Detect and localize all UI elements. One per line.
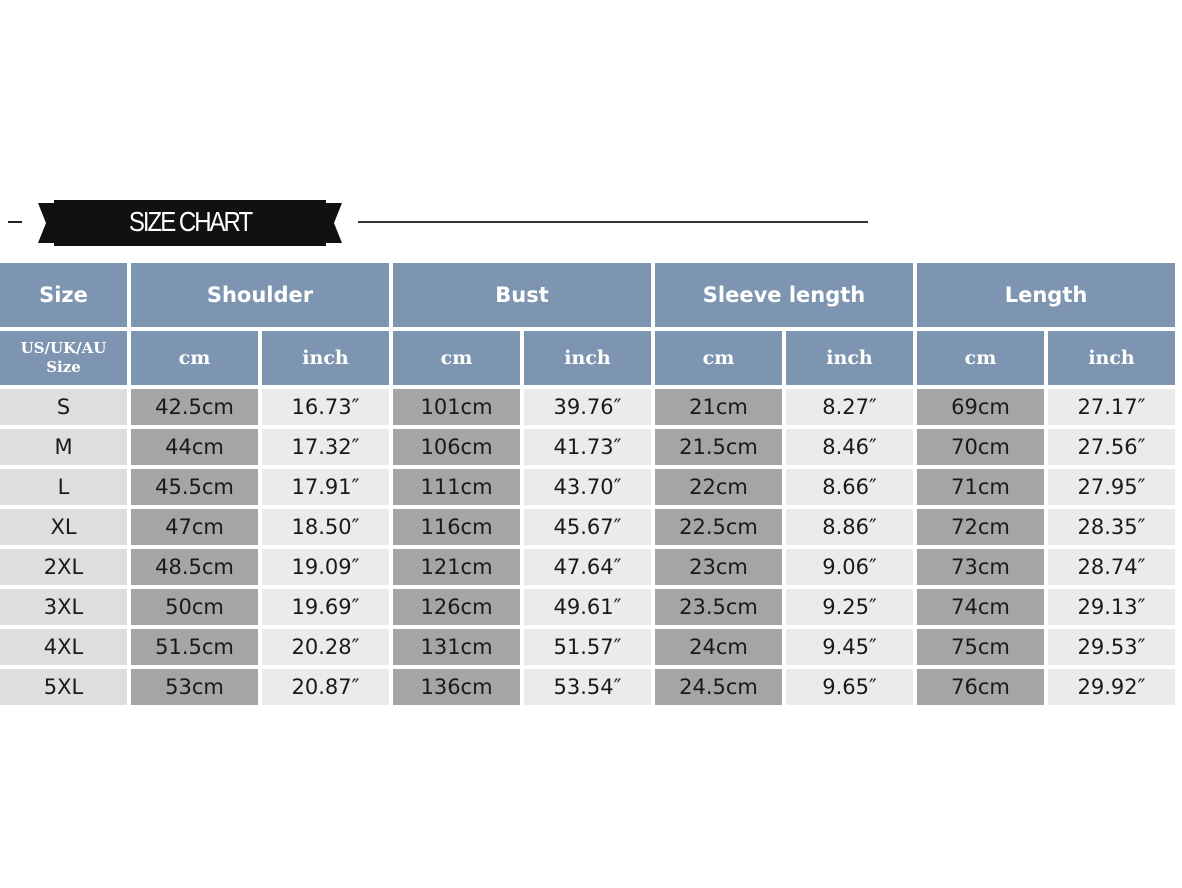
header-size-region — [0, 331, 127, 385]
cell-size: 5XL — [0, 669, 127, 705]
unit-cm: cm — [655, 331, 782, 385]
cell-length-inch: 29.53″ — [1048, 629, 1175, 665]
header-sleeve-length: Sleeve length — [655, 263, 913, 327]
cell-size: S — [0, 389, 127, 425]
cell-length-inch: 29.92″ — [1048, 669, 1175, 705]
unit-cm: cm — [917, 331, 1044, 385]
cell-bust-cm: 136cm — [393, 669, 520, 705]
banner-left-dash — [8, 221, 22, 223]
cell-size: XL — [0, 509, 127, 545]
cell-size: L — [0, 469, 127, 505]
table-row — [0, 429, 1175, 465]
cell-length-cm: 73cm — [917, 549, 1044, 585]
cell-length-cm: 72cm — [917, 509, 1044, 545]
cell-sleeve-cm: 23.5cm — [655, 589, 782, 625]
banner-ribbon — [38, 200, 342, 246]
cell-bust-inch: 51.57″ — [524, 629, 651, 665]
cell-sleeve-inch: 9.65″ — [786, 669, 913, 705]
banner-title: SIZE CHART — [128, 206, 252, 238]
header-bust: Bust — [393, 263, 651, 327]
unit-cm: cm — [393, 331, 520, 385]
cell-shoulder-inch: 19.09″ — [262, 549, 389, 585]
cell-sleeve-cm: 24cm — [655, 629, 782, 665]
cell-bust-inch: 43.70″ — [524, 469, 651, 505]
cell-length-inch: 28.74″ — [1048, 549, 1175, 585]
unit-cm: cm — [131, 331, 258, 385]
cell-length-inch: 27.56″ — [1048, 429, 1175, 465]
table-row — [0, 589, 1175, 625]
header-length: Length — [917, 263, 1175, 327]
cell-sleeve-inch: 8.66″ — [786, 469, 913, 505]
cell-shoulder-inch: 20.87″ — [262, 669, 389, 705]
size-region-label: US/UK/AU — [20, 339, 107, 357]
cell-sleeve-cm: 22cm — [655, 469, 782, 505]
cell-sleeve-inch: 8.27″ — [786, 389, 913, 425]
cell-shoulder-cm: 44cm — [131, 429, 258, 465]
cell-sleeve-inch: 9.45″ — [786, 629, 913, 665]
cell-bust-inch: 41.73″ — [524, 429, 651, 465]
cell-length-inch: 28.35″ — [1048, 509, 1175, 545]
cell-bust-cm: 111cm — [393, 469, 520, 505]
cell-shoulder-cm: 45.5cm — [131, 469, 258, 505]
cell-length-cm: 69cm — [917, 389, 1044, 425]
cell-shoulder-inch: 17.32″ — [262, 429, 389, 465]
cell-sleeve-cm: 21cm — [655, 389, 782, 425]
unit-inch: inch — [1048, 331, 1175, 385]
cell-shoulder-cm: 42.5cm — [131, 389, 258, 425]
unit-inch: inch — [262, 331, 389, 385]
cell-sleeve-inch: 8.46″ — [786, 429, 913, 465]
cell-bust-inch: 47.64″ — [524, 549, 651, 585]
cell-shoulder-cm: 51.5cm — [131, 629, 258, 665]
cell-length-cm: 70cm — [917, 429, 1044, 465]
cell-sleeve-cm: 24.5cm — [655, 669, 782, 705]
size-table — [0, 259, 1179, 709]
size-chart-banner — [0, 190, 1182, 254]
cell-shoulder-cm: 47cm — [131, 509, 258, 545]
cell-length-inch: 27.95″ — [1048, 469, 1175, 505]
cell-bust-inch: 53.54″ — [524, 669, 651, 705]
cell-size: 3XL — [0, 589, 127, 625]
cell-size: 2XL — [0, 549, 127, 585]
cell-shoulder-cm: 50cm — [131, 589, 258, 625]
cell-bust-cm: 121cm — [393, 549, 520, 585]
table-row — [0, 389, 1175, 425]
cell-length-cm: 76cm — [917, 669, 1044, 705]
cell-shoulder-inch: 19.69″ — [262, 589, 389, 625]
cell-length-cm: 74cm — [917, 589, 1044, 625]
cell-sleeve-inch: 9.25″ — [786, 589, 913, 625]
banner-divider-line — [358, 221, 868, 223]
table-row — [0, 669, 1175, 705]
table-row — [0, 629, 1175, 665]
cell-bust-cm: 106cm — [393, 429, 520, 465]
cell-shoulder-cm: 53cm — [131, 669, 258, 705]
cell-sleeve-inch: 9.06″ — [786, 549, 913, 585]
header-shoulder: Shoulder — [131, 263, 389, 327]
group-header-row — [0, 263, 1175, 327]
unit-inch: inch — [786, 331, 913, 385]
cell-shoulder-inch: 16.73″ — [262, 389, 389, 425]
cell-size: M — [0, 429, 127, 465]
cell-sleeve-cm: 21.5cm — [655, 429, 782, 465]
cell-length-cm: 75cm — [917, 629, 1044, 665]
table-row — [0, 509, 1175, 545]
cell-length-inch: 29.13″ — [1048, 589, 1175, 625]
cell-bust-cm: 101cm — [393, 389, 520, 425]
cell-bust-inch: 49.61″ — [524, 589, 651, 625]
cell-bust-cm: 131cm — [393, 629, 520, 665]
size-region-sublabel: Size — [46, 358, 81, 376]
cell-bust-cm: 126cm — [393, 589, 520, 625]
cell-sleeve-cm: 23cm — [655, 549, 782, 585]
cell-shoulder-inch: 18.50″ — [262, 509, 389, 545]
table-row — [0, 469, 1175, 505]
table-row — [0, 549, 1175, 585]
cell-shoulder-inch: 20.28″ — [262, 629, 389, 665]
cell-length-inch: 27.17″ — [1048, 389, 1175, 425]
unit-inch: inch — [524, 331, 651, 385]
cell-sleeve-cm: 22.5cm — [655, 509, 782, 545]
cell-bust-inch: 39.76″ — [524, 389, 651, 425]
cell-shoulder-inch: 17.91″ — [262, 469, 389, 505]
cell-sleeve-inch: 8.86″ — [786, 509, 913, 545]
cell-bust-inch: 45.67″ — [524, 509, 651, 545]
cell-shoulder-cm: 48.5cm — [131, 549, 258, 585]
cell-length-cm: 71cm — [917, 469, 1044, 505]
cell-bust-cm: 116cm — [393, 509, 520, 545]
header-size: Size — [0, 263, 127, 327]
cell-size: 4XL — [0, 629, 127, 665]
unit-header-row — [0, 331, 1175, 385]
